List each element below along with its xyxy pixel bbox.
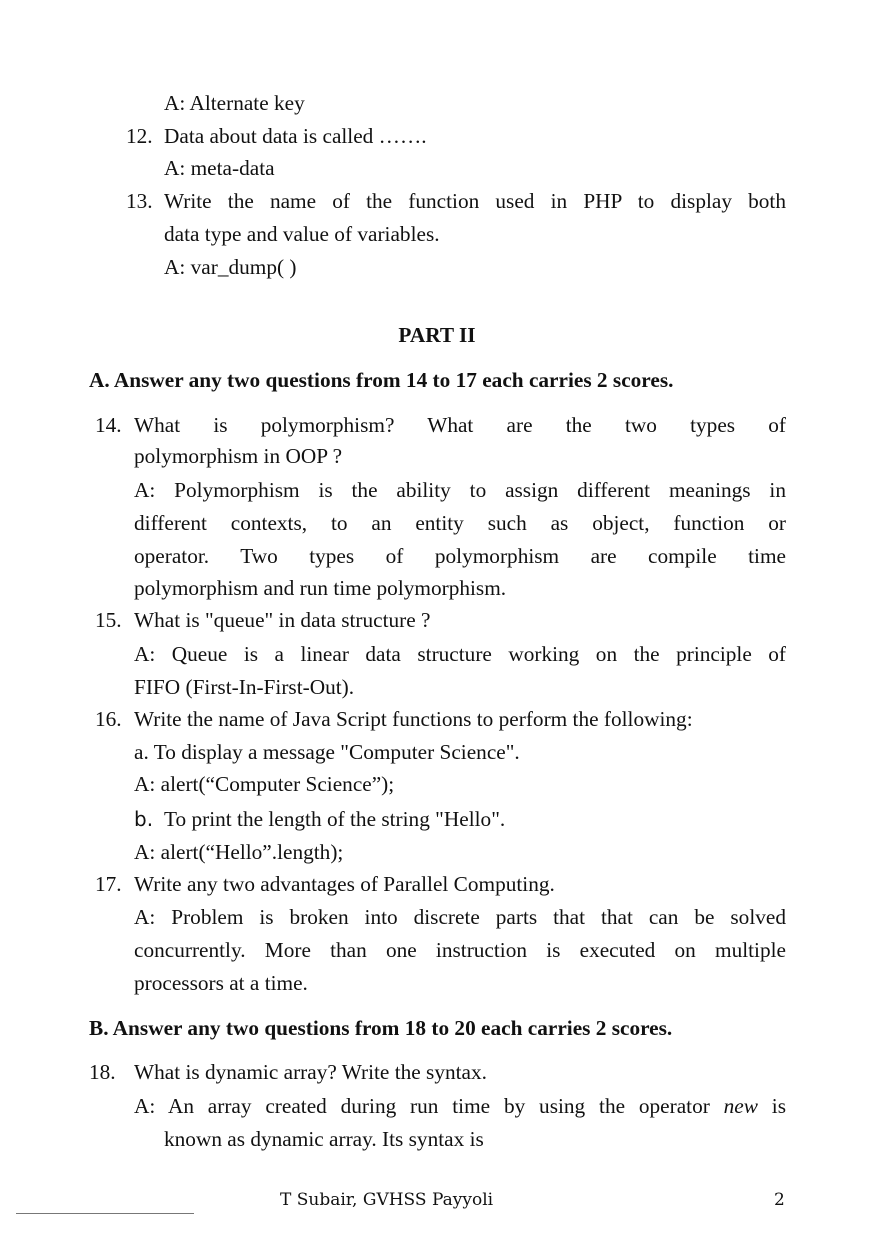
answer-12: A: meta-data (164, 156, 275, 180)
question-16b-letter: b. (134, 807, 154, 831)
section-a-instruction: A. Answer any two questions from 14 to 17 each carries 2 scores. (89, 368, 674, 392)
answer-13: A: var_dump( ) (164, 255, 297, 279)
question-16a: a. To display a message "Computer Science". (134, 740, 520, 764)
answer-14-line-4: polymorphism and run time polymorphism. (134, 576, 507, 600)
answer-17-line-1: A: Problem is broken into discrete parts that that can be solved (134, 905, 786, 929)
question-14-line-1: What is polymorphism? What are the two types of (134, 413, 786, 437)
question-14-number: 14. (95, 413, 122, 437)
answer-17-line-3: processors at a time. (134, 971, 308, 995)
answer-14-line-1: A: Polymorphism is the ability to assign different meanings in (134, 478, 786, 502)
question-17-number: 17. (95, 872, 122, 896)
answer-15-line-1: A: Queue is a linear data structure working on the principle of (134, 642, 786, 666)
question-16b: To print the length of the string "Hello". (164, 807, 506, 831)
answer-16b: A: alert(“Hello”.length); (134, 840, 344, 864)
question-14-line-2: polymorphism in OOP ? (134, 444, 343, 468)
question-17: Write any two advantages of Parallel Computing. (134, 872, 555, 896)
keyword-new: new (723, 1094, 758, 1118)
question-13-line-1: Write the name of the function used in PHP to display both (164, 189, 786, 213)
question-16: Write the name of Java Script functions to perform the following: (134, 707, 693, 731)
question-12: Data about data is called ……. (164, 124, 427, 148)
question-15: What is "queue" in data structure ? (134, 608, 431, 632)
answer-11: A: Alternate key (164, 91, 305, 115)
page-number: 2 (774, 1190, 785, 1210)
footer-rule (16, 1213, 194, 1214)
question-13-number: 13. (126, 189, 153, 213)
answer-18-post: is (771, 1094, 787, 1118)
section-b-instruction: B. Answer any two questions from 18 to 20 each carries 2 scores. (89, 1016, 673, 1040)
answer-18-pre: A: An array created during run time by using the operator (134, 1094, 710, 1118)
answer-17-line-2: concurrently. More than one instruction is executed on multiple (134, 938, 786, 962)
answer-14-line-2: different contexts, to an entity such as object, function or (134, 511, 786, 535)
question-18-number: 18. (89, 1060, 116, 1084)
question-18: What is dynamic array? Write the syntax. (134, 1060, 487, 1084)
part-2-heading: PART II (398, 323, 476, 347)
answer-15-line-2: FIFO (First-In-First-Out). (134, 675, 355, 699)
answer-18-line-2: known as dynamic array. Its syntax is (164, 1127, 484, 1151)
answer-16a: A: alert(“Computer Science”); (134, 772, 395, 796)
question-15-number: 15. (95, 608, 122, 632)
question-16-number: 16. (95, 707, 122, 731)
question-12-number: 12. (126, 124, 153, 148)
question-13-line-2: data type and value of variables. (164, 222, 440, 246)
answer-18-line-1 (134, 1092, 786, 1120)
footer-author: T Subair, GVHSS Payyoli (280, 1190, 494, 1210)
answer-14-line-3: operator. Two types of polymorphism are compile time (134, 544, 786, 568)
